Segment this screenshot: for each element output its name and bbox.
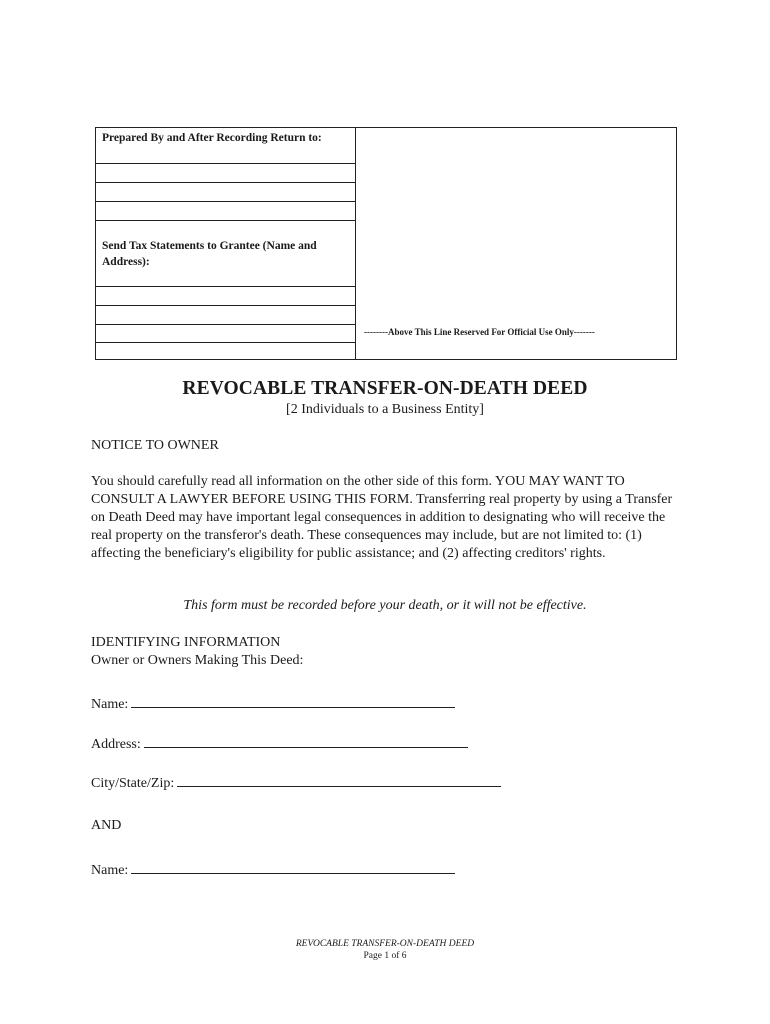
- owner2-name-field: [91, 861, 455, 879]
- tax-address-line[interactable]: [96, 342, 355, 343]
- name-label: Name:: [91, 697, 129, 712]
- identifying-heading: IDENTIFYING INFORMATION: [91, 635, 281, 650]
- name-blank[interactable]: [131, 695, 455, 708]
- owner1-name-field: [91, 695, 455, 713]
- official-use-note: --------Above This Line Reserved For Official Use Only-------: [364, 327, 595, 337]
- return-address-line[interactable]: [96, 163, 355, 164]
- recording-box: [95, 127, 677, 360]
- send-tax-label: Send Tax Statements to Grantee (Name and Address):: [102, 240, 317, 268]
- page-number: Page 1 of 6: [363, 951, 407, 961]
- footer-title: REVOCABLE TRANSFER-ON-DEATH DEED: [295, 939, 475, 949]
- owner1-city-field: [91, 774, 501, 792]
- tax-address-line[interactable]: [96, 324, 355, 325]
- address-blank[interactable]: [144, 735, 468, 748]
- owners-subheading: Owner or Owners Making This Deed:: [91, 653, 304, 668]
- return-address-line[interactable]: [96, 201, 355, 202]
- city-label: City/State/Zip:: [91, 776, 175, 791]
- deed-subtitle: [2 Individuals to a Business Entity]: [286, 402, 484, 417]
- return-address-line[interactable]: [96, 182, 355, 183]
- and-label: AND: [91, 818, 122, 833]
- city-blank[interactable]: [177, 774, 501, 787]
- tax-address-line[interactable]: [96, 286, 355, 287]
- notice-body: You should carefully read all information on the other side of this form. YOU MAY WANT TO CONSULT A LAWYER BEFORE USING THIS FORM. Transferring real property by using a Transfer on Death Deed may have important legal consequences in addition to designating who will receive the real property on the transferor's death. These consequences may include, but are not limited to: (1) affecting the beneficiary's eligibility for public assistance; and (2) affecting creditors' rights.: [91, 474, 673, 561]
- tax-address-line[interactable]: [96, 305, 355, 306]
- deed-title: REVOCABLE TRANSFER-ON-DEATH DEED: [182, 378, 588, 399]
- recording-left-column: [96, 128, 356, 359]
- prepared-by-label: Prepared By and After Recording Return to:: [102, 132, 322, 144]
- name2-label: Name:: [91, 863, 129, 878]
- name2-blank[interactable]: [131, 861, 455, 874]
- return-address-line[interactable]: [96, 220, 355, 221]
- owner1-address-field: [91, 735, 468, 753]
- record-warning: This form must be recorded before your death, or it will not be effective.: [183, 598, 587, 613]
- address-label: Address:: [91, 737, 141, 752]
- notice-heading: NOTICE TO OWNER: [91, 438, 219, 453]
